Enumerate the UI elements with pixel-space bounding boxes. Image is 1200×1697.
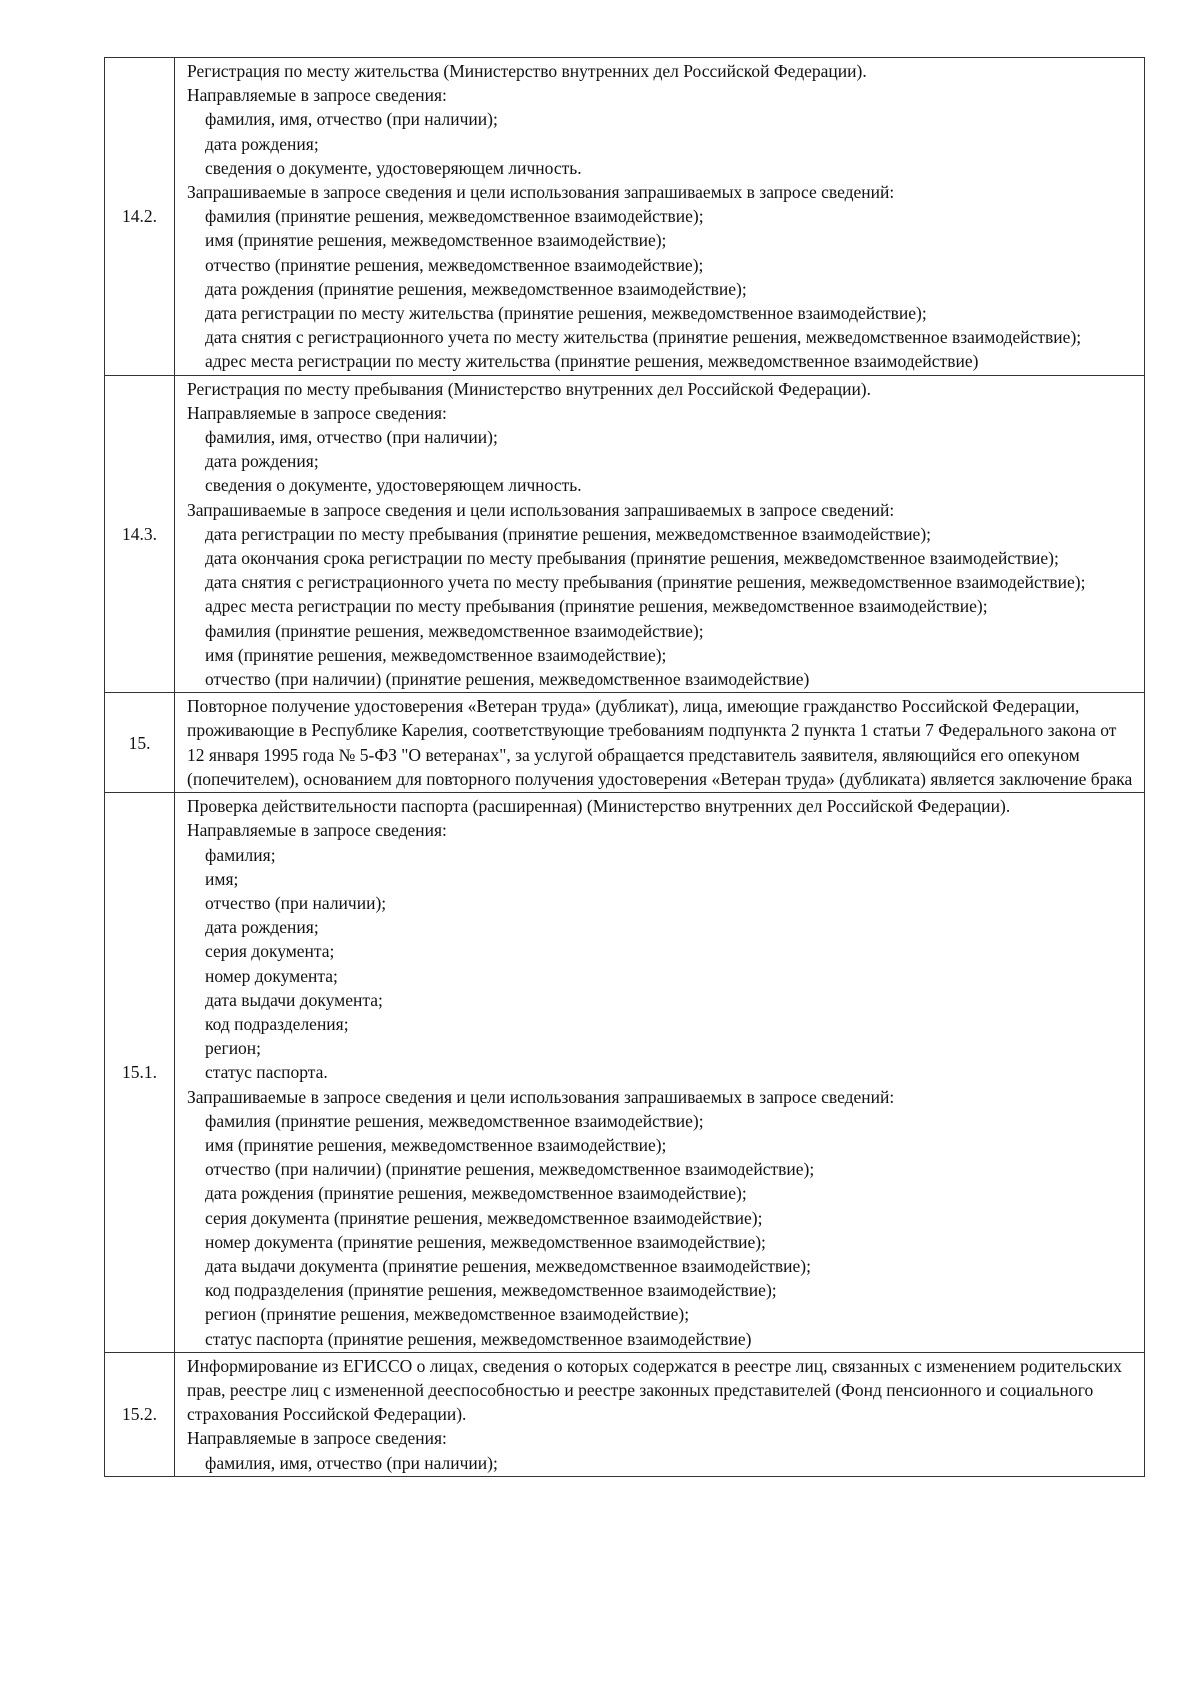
text-line: Запрашиваемые в запросе сведения и цели использования запрашиваемых в запросе сведений: bbox=[187, 499, 895, 520]
text-line: Проверка действительности паспорта (расширенная) (Министерство внутренних дел Российской Федерации). bbox=[187, 796, 1011, 817]
text-line: Регистрация по месту жительства (Министерство внутренних дел Российской Федерации). bbox=[187, 61, 867, 81]
text-line: дата снятия с регистрационного учета по месту жительства (принятие решения, межведомственное взаимодействие); bbox=[205, 327, 1082, 348]
table-row bbox=[105, 693, 1145, 793]
text-line: фамилия, имя, отчество (при наличии); bbox=[205, 427, 498, 448]
row-number: 15. bbox=[105, 693, 175, 793]
text-line: серия документа (принятие решения, межведомственное взаимодействие); bbox=[205, 1207, 763, 1228]
text-line: дата окончания срока регистрации по месту пребывания (принятие решения, межведомственное взаимодействие); bbox=[205, 548, 1059, 569]
text-line: статус паспорта. bbox=[205, 1062, 328, 1083]
text-line: имя (принятие решения, межведомственное взаимодействие); bbox=[205, 230, 667, 251]
text-line: дата снятия с регистрационного учета по месту пребывания (принятие решения, межведомственное взаимодействие); bbox=[205, 572, 1086, 593]
row-content bbox=[175, 793, 1145, 1353]
text-line: фамилия, имя, отчество (при наличии); bbox=[205, 1452, 498, 1473]
text-line: дата выдачи документа; bbox=[205, 989, 383, 1010]
text-line: номер документа; bbox=[205, 965, 338, 986]
text-line: Направляемые в запросе сведения: bbox=[187, 1428, 447, 1449]
text-line: сведения о документе, удостоверяющем личность. bbox=[205, 475, 582, 496]
row-number: 14.2. bbox=[105, 58, 175, 376]
row-number: 15.2. bbox=[105, 1352, 175, 1476]
text-line: дата регистрации по месту жительства (принятие решения, межведомственное взаимодействие); bbox=[205, 303, 927, 324]
text-line: дата рождения; bbox=[205, 133, 319, 154]
text-line: фамилия (принятие решения, межведомственное взаимодействие); bbox=[205, 206, 704, 227]
text-line: код подразделения (принятие решения, межведомственное взаимодействие); bbox=[205, 1280, 777, 1301]
text-line: код подразделения; bbox=[205, 1013, 349, 1034]
text-line: серия документа; bbox=[205, 941, 335, 962]
text-line: отчество (при наличии) (принятие решения, межведомственное взаимодействие) bbox=[205, 669, 810, 690]
text-line: статус паспорта (принятие решения, межведомственное взаимодействие) bbox=[205, 1328, 752, 1349]
text-line: Запрашиваемые в запросе сведения и цели использования запрашиваемых в запросе сведений: bbox=[187, 1086, 895, 1107]
text-line: Направляемые в запросе сведения: bbox=[187, 402, 447, 423]
text-line: отчество (принятие решения, межведомственное взаимодействие); bbox=[205, 254, 704, 275]
row-content bbox=[175, 58, 1145, 376]
text-line: Направляемые в запросе сведения: bbox=[187, 85, 447, 106]
text-line: дата рождения; bbox=[205, 451, 319, 472]
text-line: имя; bbox=[205, 868, 239, 889]
text-line: Запрашиваемые в запросе сведения и цели использования запрашиваемых в запросе сведений: bbox=[187, 182, 895, 203]
text-line: фамилия; bbox=[205, 844, 276, 865]
text-line: фамилия (принятие решения, межведомственное взаимодействие); bbox=[205, 620, 704, 641]
text-line: имя (принятие решения, межведомственное взаимодействие); bbox=[205, 644, 667, 665]
text-line: регион; bbox=[205, 1038, 262, 1059]
text-line: сведения о документе, удостоверяющем личность. bbox=[205, 157, 582, 178]
table-row bbox=[105, 1352, 1145, 1476]
text-line: отчество (при наличии) (принятие решения, межведомственное взаимодействие); bbox=[205, 1159, 815, 1180]
text-line: регион (принятие решения, межведомственное взаимодействие); bbox=[205, 1304, 690, 1325]
text-line: фамилия, имя, отчество (при наличии); bbox=[205, 109, 498, 130]
row-content bbox=[175, 1352, 1145, 1476]
text-line: Повторное получение удостоверения «Ветеран труда» (дубликат), лица, имеющие гражданство Российской Федерации, проживающие в Республике Карелия, соответствующие требованиям подпункта 2 пункта 1 статьи 7 Федерального закона от 12 января 1995 года № 5-ФЗ "О ветеранах", за услугой обращается представитель заявителя, являющийся его опекуном (попечителем), основанием для повторного получения удостоверения «Ветеран труда» (дубликата) является заключение брака bbox=[187, 696, 1133, 789]
text-line: Регистрация по месту пребывания (Министерство внутренних дел Российской Федерации). bbox=[187, 378, 872, 399]
row-content bbox=[175, 375, 1145, 693]
row-number: 14.3. bbox=[105, 375, 175, 693]
row-number: 15.1. bbox=[105, 793, 175, 1353]
text-line: дата рождения (принятие решения, межведомственное взаимодействие); bbox=[205, 278, 747, 299]
text-line: дата регистрации по месту пребывания (принятие решения, межведомственное взаимодействие); bbox=[205, 523, 932, 544]
text-line: имя (принятие решения, межведомственное взаимодействие); bbox=[205, 1134, 667, 1155]
row-content bbox=[175, 693, 1145, 793]
text-line: дата рождения (принятие решения, межведомственное взаимодействие); bbox=[205, 1183, 747, 1204]
text-line: дата выдачи документа (принятие решения, межведомственное взаимодействие); bbox=[205, 1255, 811, 1276]
document-table bbox=[104, 57, 1145, 1477]
table-row bbox=[105, 375, 1145, 693]
text-line: дата рождения; bbox=[205, 917, 319, 938]
text-line: фамилия (принятие решения, межведомственное взаимодействие); bbox=[205, 1110, 704, 1131]
text-line: адрес места регистрации по месту пребывания (принятие решения, межведомственное взаимодействие); bbox=[205, 596, 988, 617]
table-row bbox=[105, 58, 1145, 376]
text-line: номер документа (принятие решения, межведомственное взаимодействие); bbox=[205, 1231, 766, 1252]
text-line: Направляемые в запросе сведения: bbox=[187, 820, 447, 841]
text-line: Информирование из ЕГИССО о лицах, сведения о которых содержатся в реестре лиц, связанных с изменением родительских прав, реестре лиц с измененной дееспособностью и реестре законных представителей (Фонд пенсионного и социального страхования Российской Федерации). bbox=[187, 1355, 1122, 1425]
text-line: адрес места регистрации по месту жительства (принятие решения, межведомственное взаимодействие) bbox=[205, 351, 979, 372]
table-row bbox=[105, 793, 1145, 1353]
text-line: отчество (при наличии); bbox=[205, 892, 387, 913]
